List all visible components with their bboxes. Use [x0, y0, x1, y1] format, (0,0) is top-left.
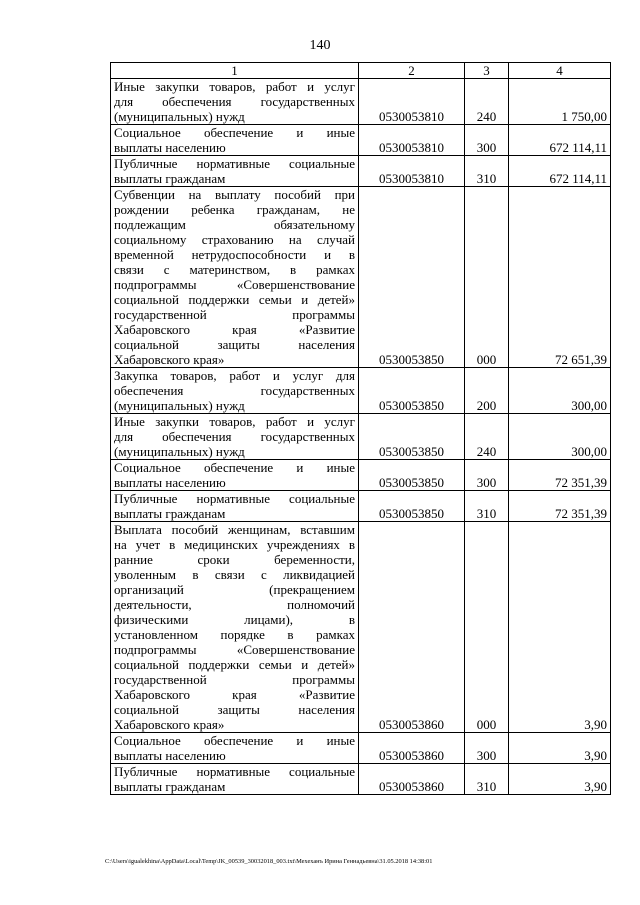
item-name-cell: [111, 764, 359, 795]
item-name-line: Субвенции на выплату пособий при: [114, 187, 355, 202]
item-name-line: (муниципальных) нужд: [114, 444, 245, 459]
target-code-cell: 0530053860: [359, 764, 465, 795]
table-row: [111, 491, 611, 522]
item-name-line: выплаты гражданам: [114, 506, 226, 521]
item-name-line: Публичные нормативные социальные: [114, 156, 355, 171]
amount-cell: 72 351,39: [509, 460, 611, 491]
expense-type-cell: 240: [465, 414, 509, 460]
file-path-footer: C:\Users\igualekhina\AppData\Local\Temp\JK_00539_30032018_003.txt\Мехеханъ Ирина Геннадьевна\31.05.2018 14:38:01: [105, 858, 433, 865]
item-name-line: (муниципальных) нужд: [114, 398, 245, 413]
item-name-line: Иные закупки товаров, работ и услуг: [114, 79, 355, 94]
item-name-line: социальной поддержки семьи и детей»: [114, 292, 355, 307]
expense-type-cell: 300: [465, 125, 509, 156]
item-name-line: социальной поддержки семьи и детей»: [114, 657, 355, 672]
item-name-line: организаций (прекращением: [114, 582, 355, 597]
item-name-line: государственной программы: [114, 672, 355, 687]
item-name-line: уволенным в связи с ликвидацией: [114, 567, 355, 582]
amount-cell: 3,90: [509, 764, 611, 795]
expense-type-cell: 200: [465, 368, 509, 414]
item-name-line: выплаты гражданам: [114, 779, 226, 794]
table-row: [111, 733, 611, 764]
item-name-cell: [111, 187, 359, 368]
item-name-cell: [111, 156, 359, 187]
amount-cell: 672 114,11: [509, 125, 611, 156]
item-name-line: (муниципальных) нужд: [114, 109, 245, 124]
target-code-cell: 0530053810: [359, 79, 465, 125]
expense-type-cell: 310: [465, 491, 509, 522]
item-name-line: временной нетрудоспособности и в: [114, 247, 355, 262]
target-code-cell: 0530053810: [359, 156, 465, 187]
item-name-line: установленном порядке в рамках: [114, 627, 355, 642]
expense-type-cell: 300: [465, 460, 509, 491]
table-row: [111, 187, 611, 368]
item-name-line: Хабаровского края «Развитие: [114, 322, 355, 337]
item-name-line: Выплата пособий женщинам, вставшим: [114, 522, 355, 537]
item-name-cell: [111, 125, 359, 156]
table-row: [111, 460, 611, 491]
column-header: 2: [359, 63, 465, 79]
amount-cell: 72 651,39: [509, 187, 611, 368]
target-code-cell: 0530053850: [359, 414, 465, 460]
amount-cell: 300,00: [509, 414, 611, 460]
column-header: 3: [465, 63, 509, 79]
item-name-line: Иные закупки товаров, работ и услуг: [114, 414, 355, 429]
target-code-cell: 0530053850: [359, 368, 465, 414]
page-number: 140: [309, 38, 331, 53]
item-name-line: Социальное обеспечение и иные: [114, 460, 355, 475]
expense-type-cell: 310: [465, 156, 509, 187]
expense-type-cell: 240: [465, 79, 509, 125]
amount-cell: 1 750,00: [509, 79, 611, 125]
item-name-line: выплаты населению: [114, 748, 226, 763]
item-name-cell: [111, 79, 359, 125]
item-name-line: социальной защиты населения: [114, 702, 355, 717]
item-name-cell: [111, 414, 359, 460]
item-name-cell: [111, 522, 359, 733]
item-name-line: социальной защиты населения: [114, 337, 355, 352]
expense-type-cell: 000: [465, 187, 509, 368]
table-body: [111, 79, 611, 795]
item-name-line: Хабаровского края»: [114, 717, 225, 732]
amount-cell: 72 351,39: [509, 491, 611, 522]
table-row: [111, 156, 611, 187]
table-row: [111, 522, 611, 733]
item-name-line: выплаты гражданам: [114, 171, 226, 186]
target-code-cell: 0530053850: [359, 187, 465, 368]
item-name-cell: [111, 733, 359, 764]
item-name-line: физическими лицами), в: [114, 612, 355, 627]
item-name-line: ранние сроки беременности,: [114, 552, 355, 567]
item-name-line: подлежащим обязательному: [114, 217, 355, 232]
table-row: [111, 764, 611, 795]
item-name-cell: [111, 368, 359, 414]
item-name-line: Социальное обеспечение и иные: [114, 733, 355, 748]
table-header-row: [111, 63, 611, 79]
target-code-cell: 0530053860: [359, 733, 465, 764]
item-name-line: на учет в медицинских учреждениях в: [114, 537, 355, 552]
amount-cell: 3,90: [509, 733, 611, 764]
item-name-line: Публичные нормативные социальные: [114, 764, 355, 779]
expense-type-cell: 300: [465, 733, 509, 764]
item-name-line: рождении ребенка гражданам, не: [114, 202, 355, 217]
item-name-line: для обеспечения государственных: [114, 94, 355, 109]
item-name-line: социальному страхованию на случай: [114, 232, 355, 247]
column-header: 1: [111, 63, 359, 79]
item-name-line: связи с материнством, в рамках: [114, 262, 355, 277]
item-name-line: обеспечения государственных: [114, 383, 355, 398]
target-code-cell: 0530053850: [359, 491, 465, 522]
item-name-line: подпрограммы «Совершенствование: [114, 642, 355, 657]
target-code-cell: 0530053850: [359, 460, 465, 491]
item-name-cell: [111, 491, 359, 522]
table-row: [111, 368, 611, 414]
amount-cell: 300,00: [509, 368, 611, 414]
item-name-line: государственной программы: [114, 307, 355, 322]
item-name-line: Закупка товаров, работ и услуг для: [114, 368, 355, 383]
target-code-cell: 0530053810: [359, 125, 465, 156]
item-name-cell: [111, 460, 359, 491]
expense-type-cell: 310: [465, 764, 509, 795]
table-row: [111, 414, 611, 460]
target-code-cell: 0530053860: [359, 522, 465, 733]
item-name-line: для обеспечения государственных: [114, 429, 355, 444]
column-header: 4: [509, 63, 611, 79]
expense-type-cell: 000: [465, 522, 509, 733]
item-name-line: выплаты населению: [114, 475, 226, 490]
amount-cell: 3,90: [509, 522, 611, 733]
budget-table: [110, 62, 611, 795]
table-row: [111, 125, 611, 156]
amount-cell: 672 114,11: [509, 156, 611, 187]
item-name-line: Хабаровского края «Развитие: [114, 687, 355, 702]
item-name-line: Хабаровского края»: [114, 352, 225, 367]
item-name-line: выплаты населению: [114, 140, 226, 155]
item-name-line: деятельности, полномочий: [114, 597, 355, 612]
item-name-line: Публичные нормативные социальные: [114, 491, 355, 506]
item-name-line: подпрограммы «Совершенствование: [114, 277, 355, 292]
table-row: [111, 79, 611, 125]
item-name-line: Социальное обеспечение и иные: [114, 125, 355, 140]
